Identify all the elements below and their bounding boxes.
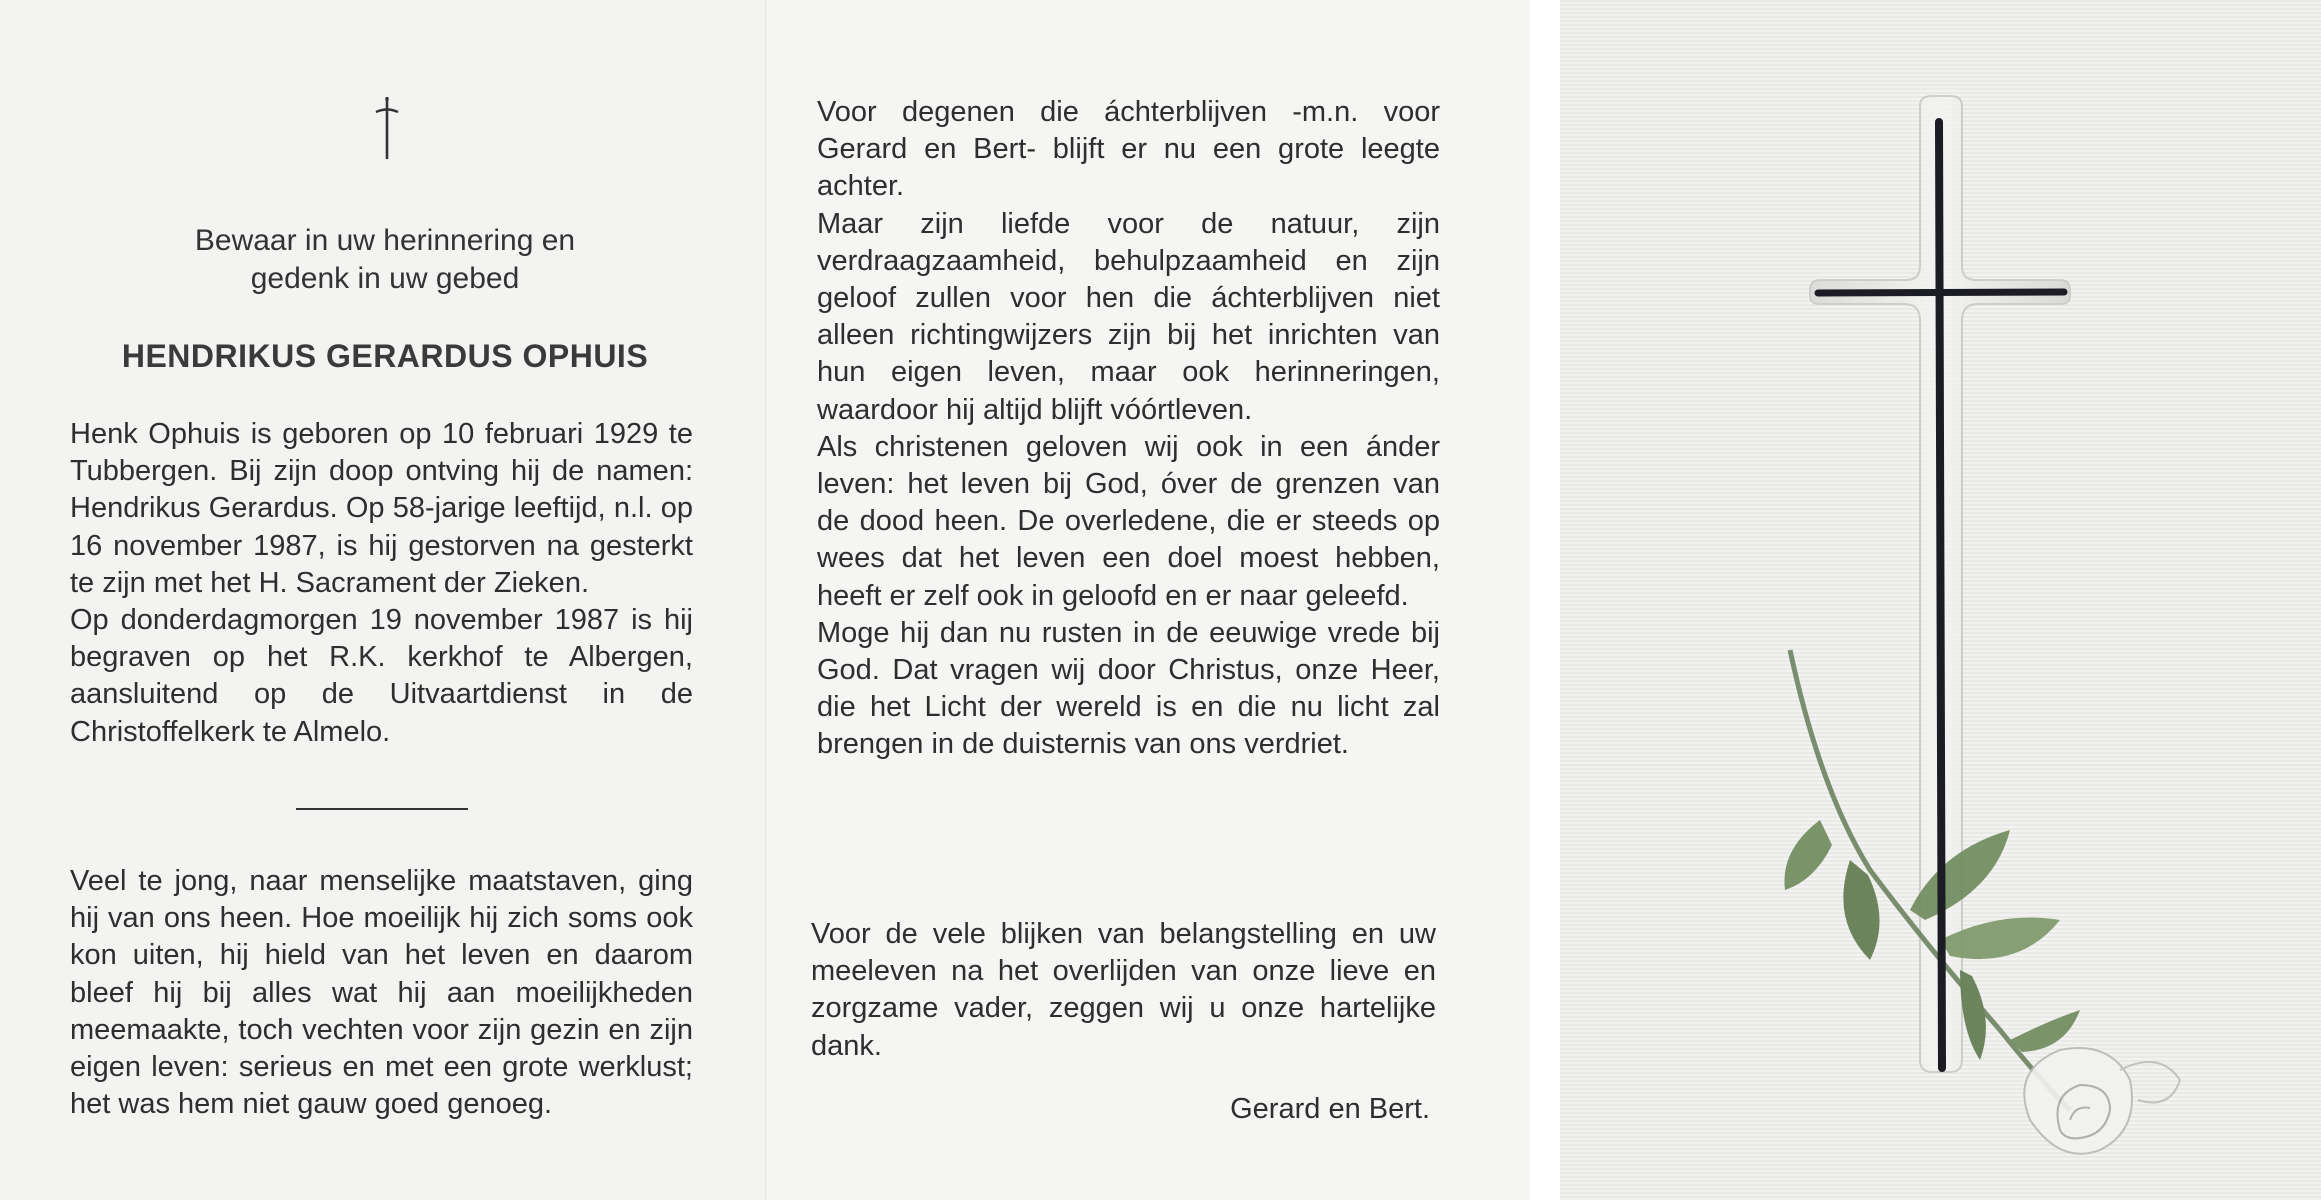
small-cross-icon (370, 95, 404, 161)
faith-paragraph: Moge hij dan nu rusten in de eeuwige vrede bij God. Dat vragen wij door Christus, onze Heer, die het Licht der wereld is en die nu licht zal brengen in de duisternis van ons verdriet. (817, 616, 1440, 761)
faith-paragraph: Voor degenen die áchterblijven -m.n. voor Gerard en Bert- blijft er nu een grote leegte achter. (817, 96, 1440, 203)
deceased-name: HENDRIKUS GERARDUS OPHUIS (121, 338, 649, 374)
section-divider (296, 808, 468, 810)
page-gap (1530, 0, 1560, 1200)
memory-line: Bewaar in uw herinnering en (194, 224, 576, 257)
signature: Gerard en Bert. (1230, 1093, 1430, 1125)
memory-line: gedenk in uw gebed (250, 262, 520, 295)
reflection-paragraph: Veel te jong, naar menselijke maatstaven, ging hij van ons heen. Hoe moeilijk hij zich soms ook kon uiten, hij hield van het leven en daarom bleef hij bij alles wat hij aan moeilijkheden meemaakte, toch vechten voor zijn gezin en zijn eigen leven: serieus en met een grote werklust; het was hem niet gauw goed genoeg. (70, 865, 693, 1121)
biography-text (70, 416, 693, 751)
cross-with-rose-illustration (1760, 90, 2240, 1190)
memory-dedication (40, 222, 730, 298)
rose-bloom (2024, 1048, 2180, 1154)
thanks-text (811, 916, 1436, 1065)
biography-paragraph: Op donderdagmorgen 19 november 1987 is hij begraven op het R.K. kerkhof te Albergen, aansluitend op de Uitvaartdienst in de Christoffelkerk te Almelo. (70, 604, 693, 748)
faith-paragraph: Als christenen geloven wij ook in een ánder leven: het leven bij God, óver de grenzen van de dood heen. De overledene, die er steeds op wees dat het leven een doel moest hebben, heeft er zelf ook in geloofd en er naar geleefd. (817, 430, 1440, 612)
faith-text (817, 94, 1440, 764)
biography-paragraph: Henk Ophuis is geboren op 10 februari 1929 te Tubbergen. Bij zijn doop ontving hij de namen: Hendrikus Gerardus. Op 58-jarige leeftijd, n.l. op 16 november 1987, is hij gestorven na gesterkt te zijn met het H. Sacrament der Zieken. (70, 418, 693, 599)
reflection-text (70, 863, 693, 1123)
thanks-paragraph: Voor de vele blijken van belangstelling en uw meeleven na het overlijden van onze lieve en zorgzame vader, zeggen wij u onze hartelijke dank. (811, 918, 1436, 1062)
faith-paragraph: Maar zijn liefde voor de natuur, zijn verdraagzaamheid, behulpzaamheid en zijn geloof zullen voor hen die áchterblijven niet alleen richtingwijzers zijn bij het inrichten van hun eigen leven, maar ook herinneringen, waardoor hij altijd blijft vóórtleven. (817, 207, 1440, 426)
